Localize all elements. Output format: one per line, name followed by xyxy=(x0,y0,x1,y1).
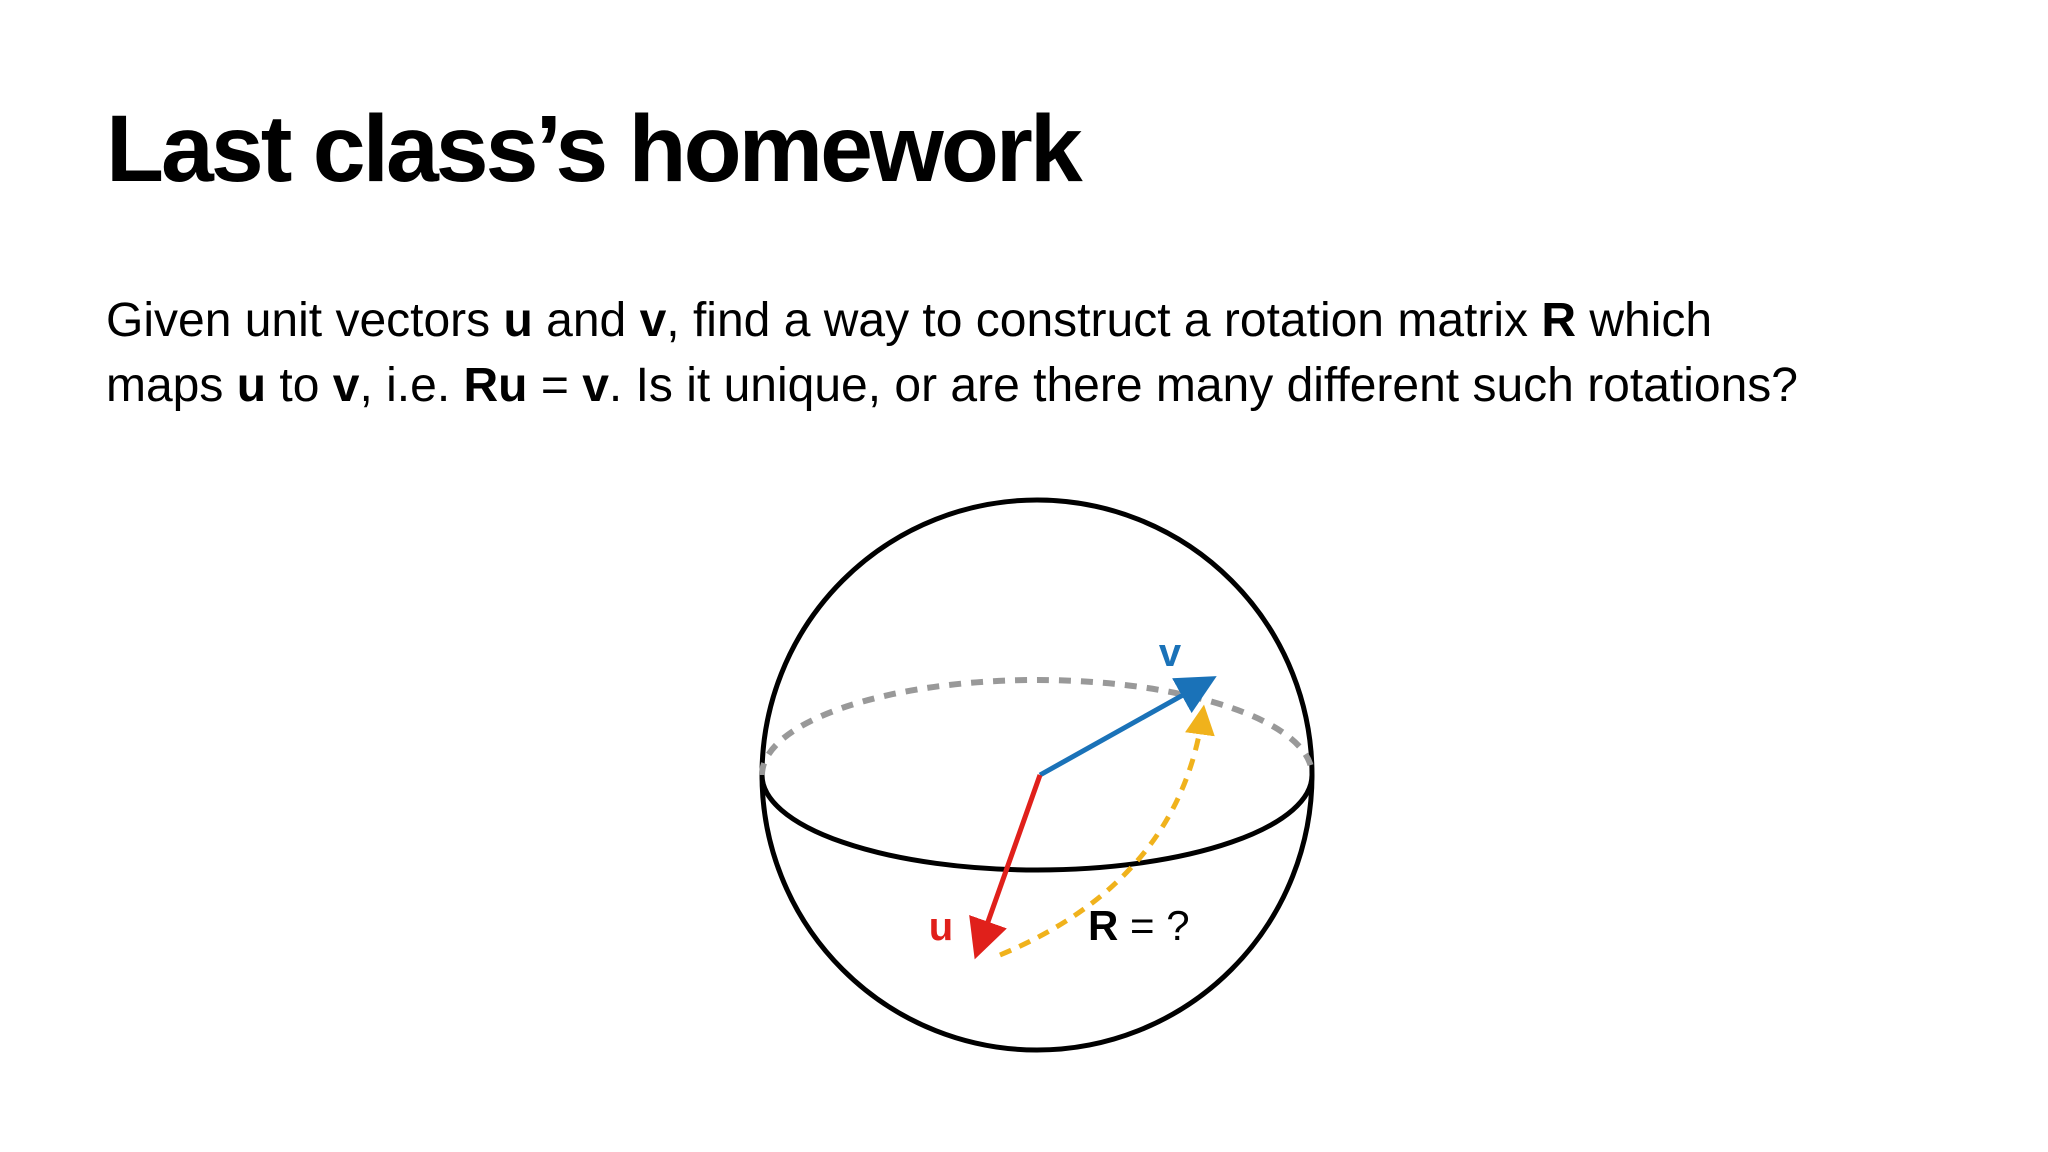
line1-vector-v: v xyxy=(639,294,667,347)
line1-vector-u: u xyxy=(503,294,533,347)
line1-seg-6: which xyxy=(1576,294,1713,347)
line2-seg-2: to xyxy=(266,359,333,412)
problem-line-1 xyxy=(106,294,1712,347)
line2-expression-ru: Ru xyxy=(463,359,528,412)
vector-u-arrow xyxy=(978,775,1040,950)
line2-vector-u: u xyxy=(236,359,267,412)
line1-seg-2: and xyxy=(532,294,640,347)
line2-seg-4: , i.e. xyxy=(359,359,464,412)
slide-title: Last class’s homework xyxy=(106,96,1080,202)
line2-seg-8: . Is it unique, or are there many different such rotations? xyxy=(608,359,1798,412)
rotation-label xyxy=(1088,902,1190,949)
problem-statement xyxy=(106,288,2006,418)
vector-u-label: u xyxy=(928,905,954,949)
line1-matrix-r: R xyxy=(1541,294,1577,347)
sphere-outline xyxy=(762,500,1312,1050)
vector-v-label: v xyxy=(1158,631,1182,675)
line2-seg-0: maps xyxy=(106,359,237,412)
sphere-rotation-diagram xyxy=(700,470,1400,1070)
line2-seg-6: = xyxy=(527,359,583,412)
equator-back-dashed xyxy=(762,680,1312,775)
line1-seg-0: Given unit vectors xyxy=(106,294,504,347)
line2-vector-v: v xyxy=(332,359,360,412)
rotation-label-r: R xyxy=(1088,902,1119,949)
vector-v-arrow xyxy=(1040,681,1208,775)
line2-vector-v-result: v xyxy=(582,359,609,412)
problem-line-2 xyxy=(106,359,1798,412)
rotation-label-rest: = ? xyxy=(1118,902,1190,949)
line1-seg-4: , find a way to construct a rotation matrix xyxy=(666,294,1542,347)
